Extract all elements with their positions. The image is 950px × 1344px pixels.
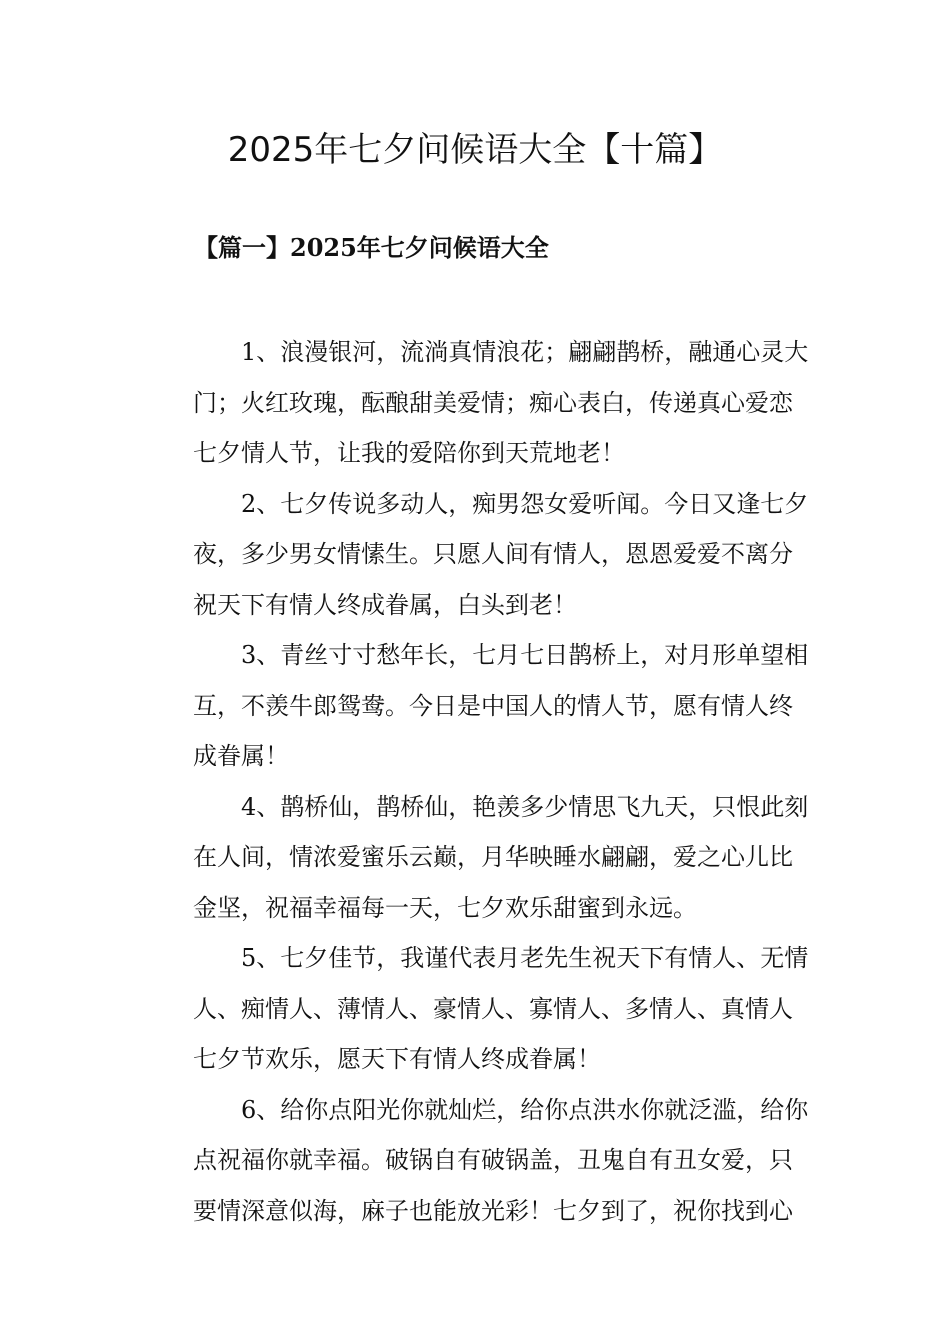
paragraph-line: 门；火红玫瑰，酝酿甜美爱情；痴心表白，传递真心爱恋 xyxy=(193,388,793,417)
paragraph-line: 人、痴情人、薄情人、豪情人、寡情人、多情人、真情人 xyxy=(193,994,793,1023)
paragraph-line: 七夕情人节，让我的爱陪你到天荒地老！ xyxy=(193,439,625,467)
paragraph-line: 3、青丝寸寸愁年长，七月七日鹊桥上，对月形单望相 xyxy=(241,641,809,669)
paragraph-line: 互，不羡牛郎鸳鸯。今日是中国人的情人节，愿有情人终 xyxy=(193,691,793,720)
paragraph-line: 在人间，情浓爱蜜乐云巅，月华映睡水翩翩，爱之心儿比 xyxy=(193,843,793,871)
paragraph-line: 成眷属！ xyxy=(193,742,289,770)
paragraph-3 xyxy=(145,630,811,782)
paragraph-6 xyxy=(145,1085,811,1237)
paragraph-line: 金坚，祝福幸福每一天，七夕欢乐甜蜜到永远。 xyxy=(193,893,697,922)
paragraph-line: 4、鹊桥仙，鹊桥仙，艳羡多少情思飞九天，只恨此刻 xyxy=(241,792,809,821)
document-body xyxy=(145,327,811,1236)
paragraph-line: 点祝福你就幸福。破锅自有破锅盖，丑鬼自有丑女爱，只 xyxy=(193,1146,793,1174)
paragraph-4 xyxy=(145,782,811,934)
paragraph-2 xyxy=(145,479,811,631)
paragraph-line: 6、给你点阳光你就灿烂，给你点洪水你就泛滥，给你 xyxy=(241,1095,809,1124)
document-title: 2025年七夕问候语大全【十篇】 xyxy=(227,130,723,170)
paragraph-line: 5、七夕佳节，我谨代表月老先生祝天下有情人、无情 xyxy=(241,944,809,972)
paragraph-line: 祝天下有情人终成眷属，白头到老！ xyxy=(193,590,577,619)
paragraph-line: 夜，多少男女情愫生。只愿人间有情人，恩恩爱爱不离分 xyxy=(193,540,793,568)
paragraph-line: 七夕节欢乐，愿天下有情人终成眷属！ xyxy=(193,1045,601,1073)
paragraph-5 xyxy=(145,933,811,1085)
paragraph-line: 1、浪漫银河，流淌真情浪花；翩翩鹊桥，融通心灵大 xyxy=(241,338,809,366)
section-heading: 【篇一】2025年七夕问候语大全 xyxy=(194,233,549,262)
paragraph-1 xyxy=(145,327,811,479)
paragraph-line: 要情深意似海，麻子也能放光彩！七夕到了，祝你找到心 xyxy=(193,1196,793,1225)
paragraph-line: 2、七夕传说多动人，痴男怨女爱听闻。今日又逢七夕 xyxy=(241,489,809,518)
